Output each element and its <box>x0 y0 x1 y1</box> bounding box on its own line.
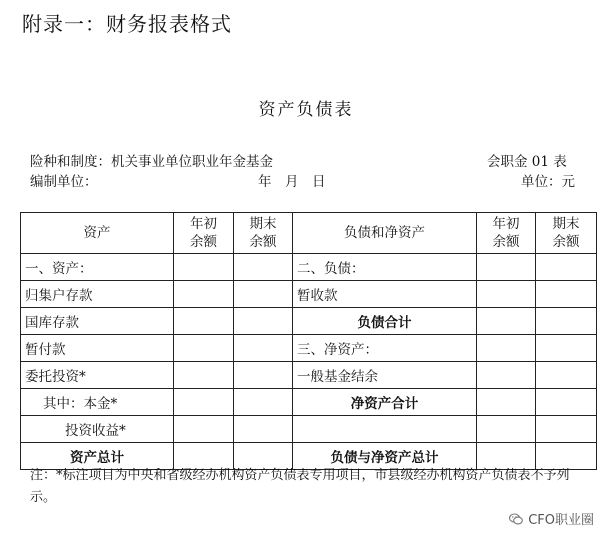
asset-label: 暂付款 <box>21 335 174 362</box>
value-cell <box>174 254 234 281</box>
table-row <box>21 389 597 416</box>
watermark <box>509 509 594 528</box>
value-cell <box>174 416 234 443</box>
value-cell <box>234 335 293 362</box>
value-cell <box>477 416 536 443</box>
value-cell <box>174 335 234 362</box>
value-cell <box>234 308 293 335</box>
form-code: 会职金 01 表 <box>487 154 567 170</box>
asset-label: 一、资产： <box>21 254 174 281</box>
asset-label: 投资收益* <box>21 416 174 443</box>
header-assets: 资产 <box>21 213 174 254</box>
liability-label: 一般基金结余 <box>293 362 477 389</box>
value-cell <box>174 362 234 389</box>
value-cell <box>174 281 234 308</box>
unit-label: 编制单位： <box>30 174 98 190</box>
value-cell <box>234 254 293 281</box>
value-cell <box>536 389 597 416</box>
value-cell <box>174 389 234 416</box>
report-title: 资产负债表 <box>258 100 354 120</box>
header-begin-balance-2: 年初 余额 <box>477 213 536 254</box>
header-end-balance: 期末 余额 <box>234 213 293 254</box>
value-cell <box>536 335 597 362</box>
asset-total-label: 资产总计 <box>21 443 174 470</box>
value-cell <box>234 362 293 389</box>
value-cell <box>174 308 234 335</box>
asset-label: 委托投资* <box>21 362 174 389</box>
balance-sheet-table <box>20 212 597 470</box>
scheme-label: 险种和制度：机关事业单位职业年金基金 <box>30 154 273 170</box>
table-row <box>21 416 597 443</box>
appendix-heading: 附录一：财务报表格式 <box>22 12 232 36</box>
value-cell <box>234 281 293 308</box>
value-cell <box>234 389 293 416</box>
header-end-balance-2: 期末 余额 <box>536 213 597 254</box>
table-row <box>21 335 597 362</box>
header-begin-balance: 年初 余额 <box>174 213 234 254</box>
net-assets-total-label: 净资产合计 <box>293 389 477 416</box>
value-cell <box>234 416 293 443</box>
liability-total-label: 负债合计 <box>293 308 477 335</box>
table-row <box>21 308 597 335</box>
wechat-icon <box>509 513 523 525</box>
value-cell <box>477 254 536 281</box>
liability-label <box>293 416 477 443</box>
table-row <box>21 254 597 281</box>
liability-label: 暂收款 <box>293 281 477 308</box>
value-cell <box>536 362 597 389</box>
asset-label: 其中：本金* <box>21 389 174 416</box>
value-cell <box>536 308 597 335</box>
footnote: 注：*标注项目为中央和省级经办机构资产负债表专用项目，市县级经办机构资产负债表不予列示。 <box>30 468 570 505</box>
table-header-row <box>21 213 597 254</box>
table-row <box>21 281 597 308</box>
watermark-text: CFO职业圈 <box>528 513 594 528</box>
liability-label: 二、负债： <box>293 254 477 281</box>
table-row <box>21 362 597 389</box>
liability-label: 三、净资产： <box>293 335 477 362</box>
value-cell <box>477 362 536 389</box>
value-cell <box>477 389 536 416</box>
currency-unit: 单位：元 <box>521 174 575 190</box>
value-cell <box>477 335 536 362</box>
value-cell <box>536 416 597 443</box>
header-liabilities: 负债和净资产 <box>293 213 477 254</box>
grand-total-label: 负债与净资产总计 <box>293 443 477 470</box>
value-cell <box>477 281 536 308</box>
asset-label: 归集户存款 <box>21 281 174 308</box>
value-cell <box>536 254 597 281</box>
value-cell <box>477 308 536 335</box>
report-date: 年 月 日 <box>258 174 326 190</box>
value-cell <box>536 281 597 308</box>
asset-label: 国库存款 <box>21 308 174 335</box>
